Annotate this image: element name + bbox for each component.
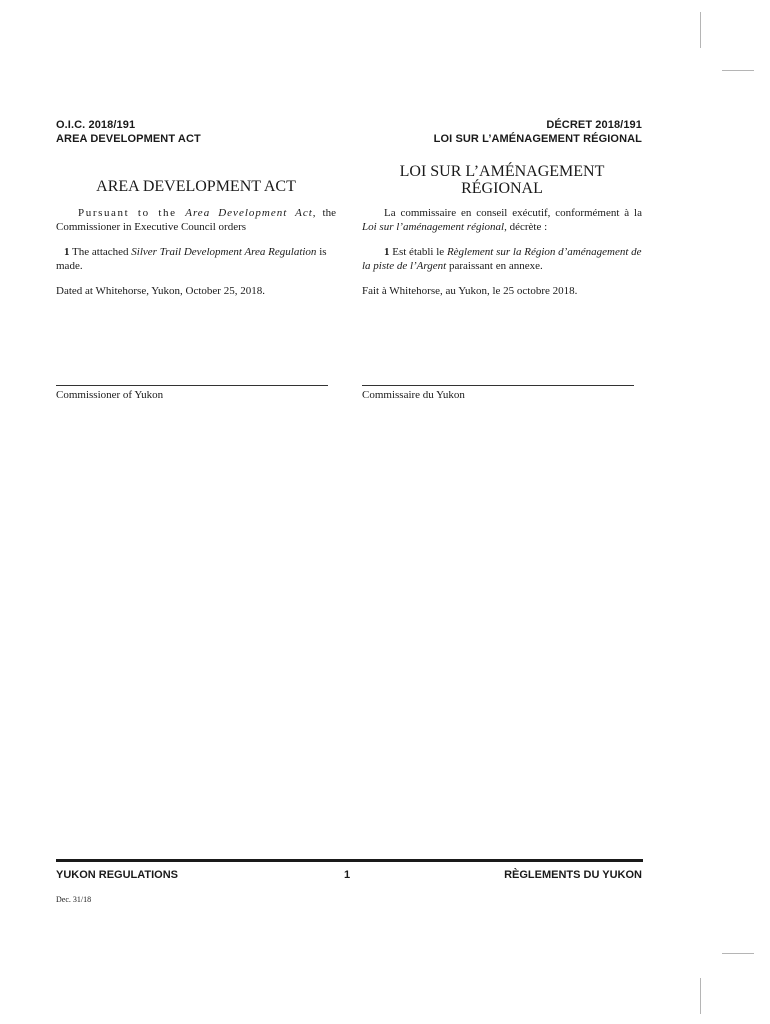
english-section-suffix: is made. [56,246,327,272]
header-right-decret: DÉCRET 2018/191 [546,119,642,131]
footer-page-number: 1 [344,869,351,881]
header-right [434,118,642,146]
french-section-prefix: Est établi le [389,246,447,258]
english-signature-label: Commissioner of Yukon [56,389,164,401]
french-dated: Fait à Whitehorse, au Yukon, le 25 octobre 2018. [362,285,578,297]
english-pursuant-paragraph [56,206,336,234]
english-section-number: 1 [64,246,70,258]
french-signature-label: Commissaire du Yukon [362,389,465,401]
footer-rule [56,859,643,862]
english-section-regulation: Silver Trail Development Area Regulation [131,246,317,258]
header-left [56,118,201,146]
crop-mark-bottom-horizontal [722,953,754,954]
crop-mark-bottom-vertical [700,978,701,1014]
english-title: AREA DEVELOPMENT ACT [96,178,296,195]
header-left-act: AREA DEVELOPMENT ACT [56,133,201,145]
french-title-line2: RÉGIONAL [461,180,543,197]
english-pursuant-suffix: , the Commissioner in Executive Council orders [56,207,336,233]
french-section-1 [362,245,642,273]
footer-date-note: Dec. 31/18 [56,895,92,904]
crop-mark-top-horizontal [722,70,754,71]
english-signature-line [56,385,328,386]
french-pursuant-act: Loi sur l’aménagement régional [362,221,505,233]
header-right-loi: LOI SUR L’AMÉNAGEMENT RÉGIONAL [433,133,642,145]
crop-mark-top-vertical [700,12,701,48]
french-signature-line [362,385,634,386]
footer-right: RÈGLEMENTS DU YUKON [504,869,642,881]
english-pursuant-prefix: Pursuant to the [78,207,186,219]
english-section-1 [56,245,336,273]
french-pursuant-prefix: La commissaire en conseil exécutif, conformément à la [384,207,642,219]
english-pursuant-act: Area Development Act [185,207,313,219]
french-pursuant-suffix: , décrète : [504,221,548,233]
french-title [362,163,642,197]
header-left-oic: O.I.C. 2018/191 [56,119,136,131]
english-dated: Dated at Whitehorse, Yukon, October 25, 2018. [56,285,265,297]
french-section-suffix: paraissant en annexe. [446,260,543,272]
french-title-line1: LOI SUR L’AMÉNAGEMENT [399,163,605,180]
footer-left: YUKON REGULATIONS [56,869,179,881]
english-section-prefix: The attached [69,246,132,258]
french-section-number: 1 [384,246,390,258]
french-section-regulation: Règlement sur la Région d’aménagement de la piste de l’Argent [362,246,642,272]
french-pursuant-paragraph [362,206,642,234]
